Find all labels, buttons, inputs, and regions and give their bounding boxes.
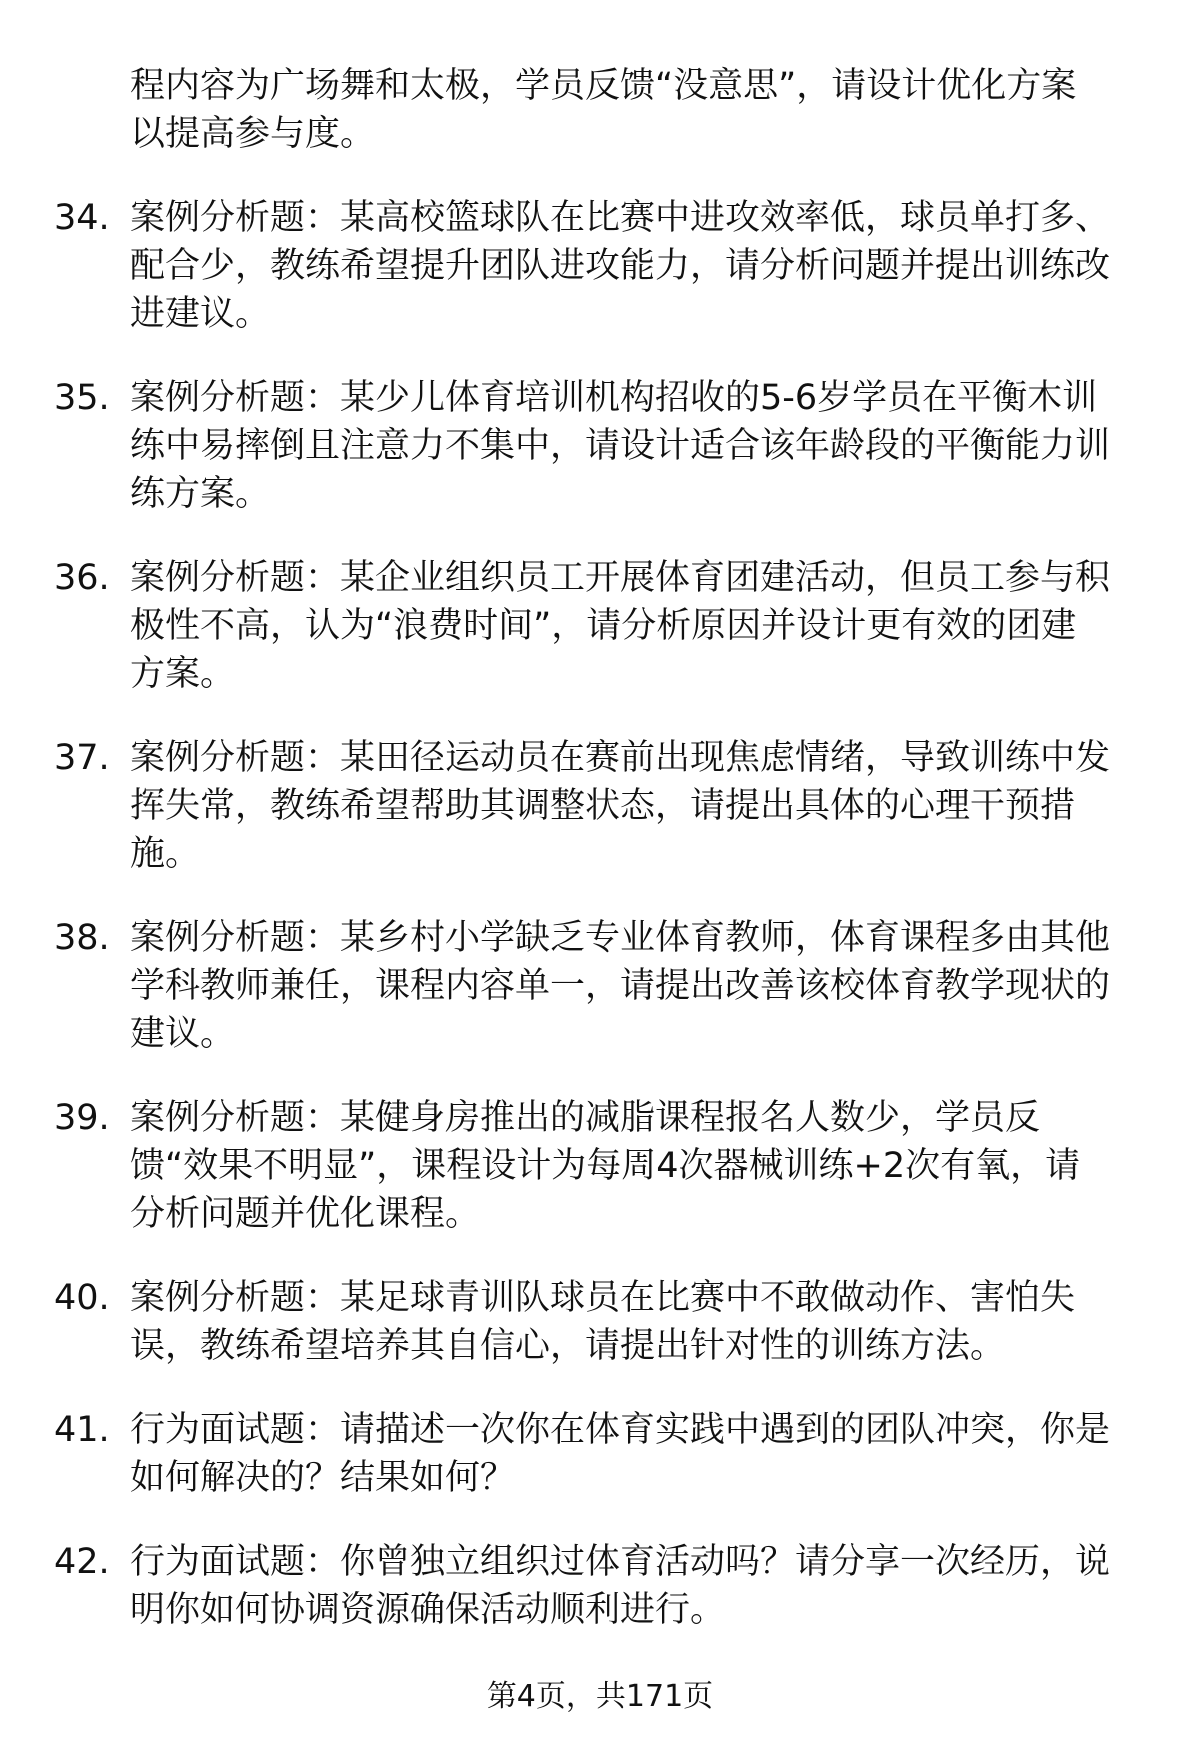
question-text xyxy=(130,1538,1170,1634)
question-item xyxy=(0,62,1200,158)
question-text-line: 案例分析题：某乡村小学缺乏专业体育教师，体育课程多由其他 xyxy=(130,918,1111,958)
question-text xyxy=(130,1094,1170,1238)
question-text xyxy=(130,1274,1170,1370)
question-number: 34. xyxy=(54,198,110,238)
question-item xyxy=(0,1094,1200,1238)
question-text-line: 案例分析题：某田径运动员在赛前出现焦虑情绪，导致训练中发 xyxy=(130,738,1111,778)
question-item xyxy=(0,194,1200,338)
question-item xyxy=(0,1406,1200,1502)
question-text xyxy=(130,62,1170,158)
question-text-line: 挥失常，教练希望帮助其调整状态，请提出具体的心理干预措 xyxy=(130,786,1076,826)
question-item xyxy=(0,1538,1200,1634)
question-list xyxy=(0,62,1200,1670)
question-number: 38. xyxy=(54,918,110,958)
question-text xyxy=(130,374,1170,518)
question-text xyxy=(130,1406,1170,1502)
question-text-line: 方案。 xyxy=(130,654,236,694)
question-item xyxy=(0,734,1200,878)
question-text-line: 极性不高，认为“浪费时间”，请分析原因并设计更有效的团建 xyxy=(130,606,1077,646)
page-number: 第4页，共171页 xyxy=(486,1679,714,1714)
question-text-line: 进建议。 xyxy=(130,294,271,334)
question-text-line: 分析问题并优化课程。 xyxy=(130,1194,481,1234)
question-text-line: 学科教师兼任，课程内容单一，请提出改善该校体育教学现状的 xyxy=(130,966,1111,1006)
question-number: 37. xyxy=(54,738,110,778)
question-item xyxy=(0,914,1200,1058)
question-text-line: 案例分析题：某少儿体育培训机构招收的5-6岁学员在平衡木训 xyxy=(130,378,1098,418)
question-text xyxy=(130,734,1170,878)
question-text-line: 施。 xyxy=(130,834,201,874)
question-text-line: 案例分析题：某足球青训队球员在比赛中不敢做动作、害怕失 xyxy=(130,1278,1076,1318)
question-text-line: 建议。 xyxy=(130,1014,236,1054)
question-text xyxy=(130,554,1170,698)
question-text-line: 练方案。 xyxy=(130,474,271,514)
question-text-line: 案例分析题：某企业组织员工开展体育团建活动，但员工参与积 xyxy=(130,558,1111,598)
question-number: 40. xyxy=(54,1278,110,1318)
question-item xyxy=(0,554,1200,698)
question-item xyxy=(0,1274,1200,1370)
question-text-line: 练中易摔倒且注意力不集中，请设计适合该年龄段的平衡能力训 xyxy=(130,426,1111,466)
question-text-line: 程内容为广场舞和太极，学员反馈“没意思”，请设计优化方案 xyxy=(130,66,1077,106)
question-text-line: 配合少，教练希望提升团队进攻能力，请分析问题并提出训练改 xyxy=(130,246,1111,286)
question-number: 41. xyxy=(54,1410,110,1450)
question-item xyxy=(0,374,1200,518)
question-text xyxy=(130,914,1170,1058)
question-text-line: 行为面试题：请描述一次你在体育实践中遇到的团队冲突，你是 xyxy=(130,1410,1111,1450)
question-number: 39. xyxy=(54,1098,110,1138)
question-text-line: 行为面试题：你曾独立组织过体育活动吗？请分享一次经历，说 xyxy=(130,1542,1111,1582)
question-text-line: 案例分析题：某健身房推出的减脂课程报名人数少，学员反 xyxy=(130,1098,1041,1138)
question-text-line: 如何解决的？结果如何？ xyxy=(130,1458,516,1498)
question-text-line: 案例分析题：某高校篮球队在比赛中进攻效率低，球员单打多、 xyxy=(130,198,1111,238)
question-text xyxy=(130,194,1170,338)
question-number: 42. xyxy=(54,1542,110,1582)
question-text-line: 以提高参与度。 xyxy=(130,114,376,154)
question-text-line: 明你如何协调资源确保活动顺利进行。 xyxy=(130,1590,726,1630)
question-number: 36. xyxy=(54,558,110,598)
question-text-line: 误，教练希望培养其自信心，请提出针对性的训练方法。 xyxy=(130,1326,1006,1366)
question-number: 35. xyxy=(54,378,110,418)
question-text-line: 馈“效果不明显”，课程设计为每周4次器械训练+2次有氧，请 xyxy=(130,1146,1081,1186)
